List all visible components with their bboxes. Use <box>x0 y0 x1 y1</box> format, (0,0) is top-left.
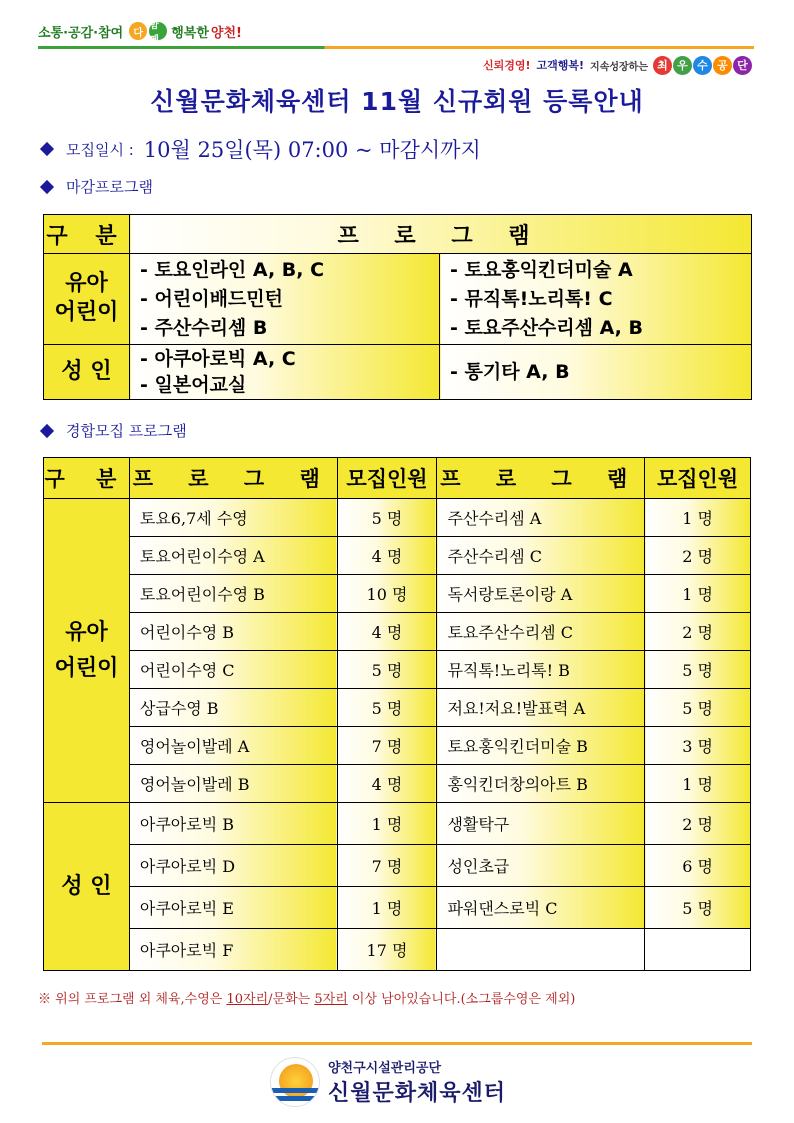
closed-program-item: - 일본어교실 <box>140 374 247 396</box>
motto-badge: 단 <box>733 56 752 75</box>
motto-trust: 신뢰경영! <box>482 59 531 72</box>
closed-program-item: - 토요주산수리셈 A, B <box>450 316 643 339</box>
recruit-count: 2 명 <box>645 537 751 575</box>
slogan-badge-a: 다 <box>129 22 147 40</box>
competitive-section-title: 경합모집 프로그램 <box>66 422 187 440</box>
footnote-culture-seats: 5자리 <box>314 992 348 1007</box>
program-name: 뮤직톡!노리톡! B <box>437 651 645 689</box>
page-title: 신월문화체육센터 11월 신규회원 등록안내 <box>150 87 644 116</box>
footnote-suffix: 이상 남아있습니다.(소그룹수영은 제외) <box>347 992 576 1007</box>
motto-badge: 최 <box>653 56 672 75</box>
program-name: 파워댄스로빅 C <box>437 887 645 929</box>
program-name: 홍익킨더창의아트 B <box>437 765 645 803</box>
program-name: 아쿠아로빅 D <box>129 845 337 887</box>
program-name: 어린이수영 B <box>129 613 337 651</box>
closed-program-item: - 아쿠아로빅 A, C <box>140 348 296 370</box>
footer-logo-block <box>270 1054 506 1110</box>
slogan-banner <box>38 18 242 44</box>
competitive-section-heading <box>40 420 187 441</box>
recruit-count <box>645 929 751 971</box>
footnote-sports-seats: 10자리 <box>226 992 269 1007</box>
diamond-bullet-icon <box>40 423 54 437</box>
program-name: 독서랑토론이랑 A <box>437 575 645 613</box>
recruit-count: 4 명 <box>337 613 437 651</box>
comp-category-kids: 유아 어린이 <box>44 499 130 803</box>
closed-category-adult: 성 인 <box>44 345 130 400</box>
closed-kids-left <box>130 254 440 345</box>
recruit-count: 6 명 <box>645 845 751 887</box>
comp-header-count-1: 모집인원 <box>337 458 437 499</box>
closed-header-category: 구 분 <box>44 215 130 254</box>
program-name: 토요주산수리셈 C <box>437 613 645 651</box>
recruit-count: 10 명 <box>337 575 437 613</box>
closed-kids-right <box>440 254 752 345</box>
closed-program-item: - 토요홍익킨더미술 A <box>450 258 633 281</box>
program-name: 토요홍익킨더미술 B <box>437 727 645 765</box>
program-name: 아쿠아로빅 E <box>129 887 337 929</box>
top-divider <box>38 46 754 49</box>
slogan-happy: 행복한 <box>171 25 209 41</box>
diamond-bullet-icon <box>40 142 54 156</box>
closed-program-item: - 어린이배드민턴 <box>140 287 283 310</box>
recruit-count: 5 명 <box>645 651 751 689</box>
closed-program-item: - 주산수리셈 B <box>140 316 268 339</box>
program-name: 영어놀이발레 A <box>129 727 337 765</box>
diamond-bullet-icon <box>40 179 54 193</box>
recruit-count: 7 명 <box>337 845 437 887</box>
sun-wave-logo-icon <box>270 1057 320 1107</box>
motto-customer: 고객행복! <box>536 59 585 72</box>
recruit-count: 2 명 <box>645 613 751 651</box>
program-name: 생활탁구 <box>437 803 645 845</box>
slogan-city: 양천! <box>210 25 242 41</box>
slogan-prefix: 소통·공감·참여 <box>38 25 124 41</box>
recruit-count: 1 명 <box>645 765 751 803</box>
closed-section-heading <box>40 176 153 197</box>
program-name: 주산수리셈 A <box>437 499 645 537</box>
comp-header-program-2: 프 로 그 램 <box>437 458 645 499</box>
recruit-count: 7 명 <box>337 727 437 765</box>
recruit-count: 1 명 <box>645 499 751 537</box>
program-name: 어린이수영 C <box>129 651 337 689</box>
footnote-mid: /문화는 <box>268 992 315 1007</box>
recruit-date-label: 모집일시 : <box>66 140 134 159</box>
closed-category-kids: 유아 어린이 <box>44 254 130 345</box>
program-name: 주산수리셈 C <box>437 537 645 575</box>
recruit-count: 1 명 <box>337 887 437 929</box>
footer-center-name: 신월문화체육센터 <box>328 1081 507 1106</box>
footnote <box>38 988 575 1007</box>
recruit-count: 5 명 <box>645 689 751 727</box>
recruit-count: 5 명 <box>337 499 437 537</box>
motto-banner <box>483 54 752 76</box>
recruit-count: 1 명 <box>645 575 751 613</box>
motto-badge: 우 <box>673 56 692 75</box>
closed-adult-left <box>130 345 440 400</box>
recruit-count: 5 명 <box>337 651 437 689</box>
closed-header-program: 프 로 그 램 <box>130 215 752 254</box>
program-name: 성인초급 <box>437 845 645 887</box>
recruit-date-value: 10월 25일(목) 07:00 ~ 마감시까지 <box>143 138 481 162</box>
closed-program-item: - 토요인라인 A, B, C <box>140 258 325 281</box>
comp-header-program-1: 프 로 그 램 <box>129 458 337 499</box>
closed-program-item: - 뮤직톡!노리톡! C <box>450 287 613 310</box>
program-name: 저요!저요!발표력 A <box>437 689 645 727</box>
comp-header-category: 구 분 <box>44 458 130 499</box>
recruit-date-line <box>40 134 481 164</box>
closed-adult-right <box>440 345 752 400</box>
recruit-count: 1 명 <box>337 803 437 845</box>
program-name: 영어놀이발레 B <box>129 765 337 803</box>
program-name: 상급수영 B <box>129 689 337 727</box>
recruit-count: 3 명 <box>645 727 751 765</box>
recruit-count: 2 명 <box>645 803 751 845</box>
motto-growth: 지속성장하는 <box>590 61 648 73</box>
program-name: 토요6,7세 수영 <box>129 499 337 537</box>
comp-category-adult: 성 인 <box>44 803 130 971</box>
recruit-count: 17 명 <box>337 929 437 971</box>
footer-org-name: 양천구시설관리공단 <box>328 1061 442 1076</box>
program-name: 토요어린이수영 A <box>129 537 337 575</box>
program-name: 아쿠아로빅 F <box>129 929 337 971</box>
closed-programs-table <box>43 214 752 400</box>
footnote-prefix: ※ 위의 프로그램 외 체육,수영은 <box>38 992 227 1007</box>
competitive-programs-table <box>43 457 751 971</box>
bottom-divider <box>42 1042 752 1045</box>
closed-section-title: 마감프로그램 <box>66 178 153 196</box>
recruit-count: 4 명 <box>337 537 437 575</box>
motto-badge: 수 <box>693 56 712 75</box>
recruit-count: 5 명 <box>645 887 751 929</box>
slogan-badge-b: 함께 <box>149 22 167 40</box>
recruit-count: 5 명 <box>337 689 437 727</box>
program-name <box>437 929 645 971</box>
closed-program-item: - 통기타 A, B <box>450 360 570 383</box>
recruit-count: 4 명 <box>337 765 437 803</box>
motto-badge: 공 <box>713 56 732 75</box>
program-name: 아쿠아로빅 B <box>129 803 337 845</box>
program-name: 토요어린이수영 B <box>129 575 337 613</box>
comp-header-count-2: 모집인원 <box>645 458 751 499</box>
